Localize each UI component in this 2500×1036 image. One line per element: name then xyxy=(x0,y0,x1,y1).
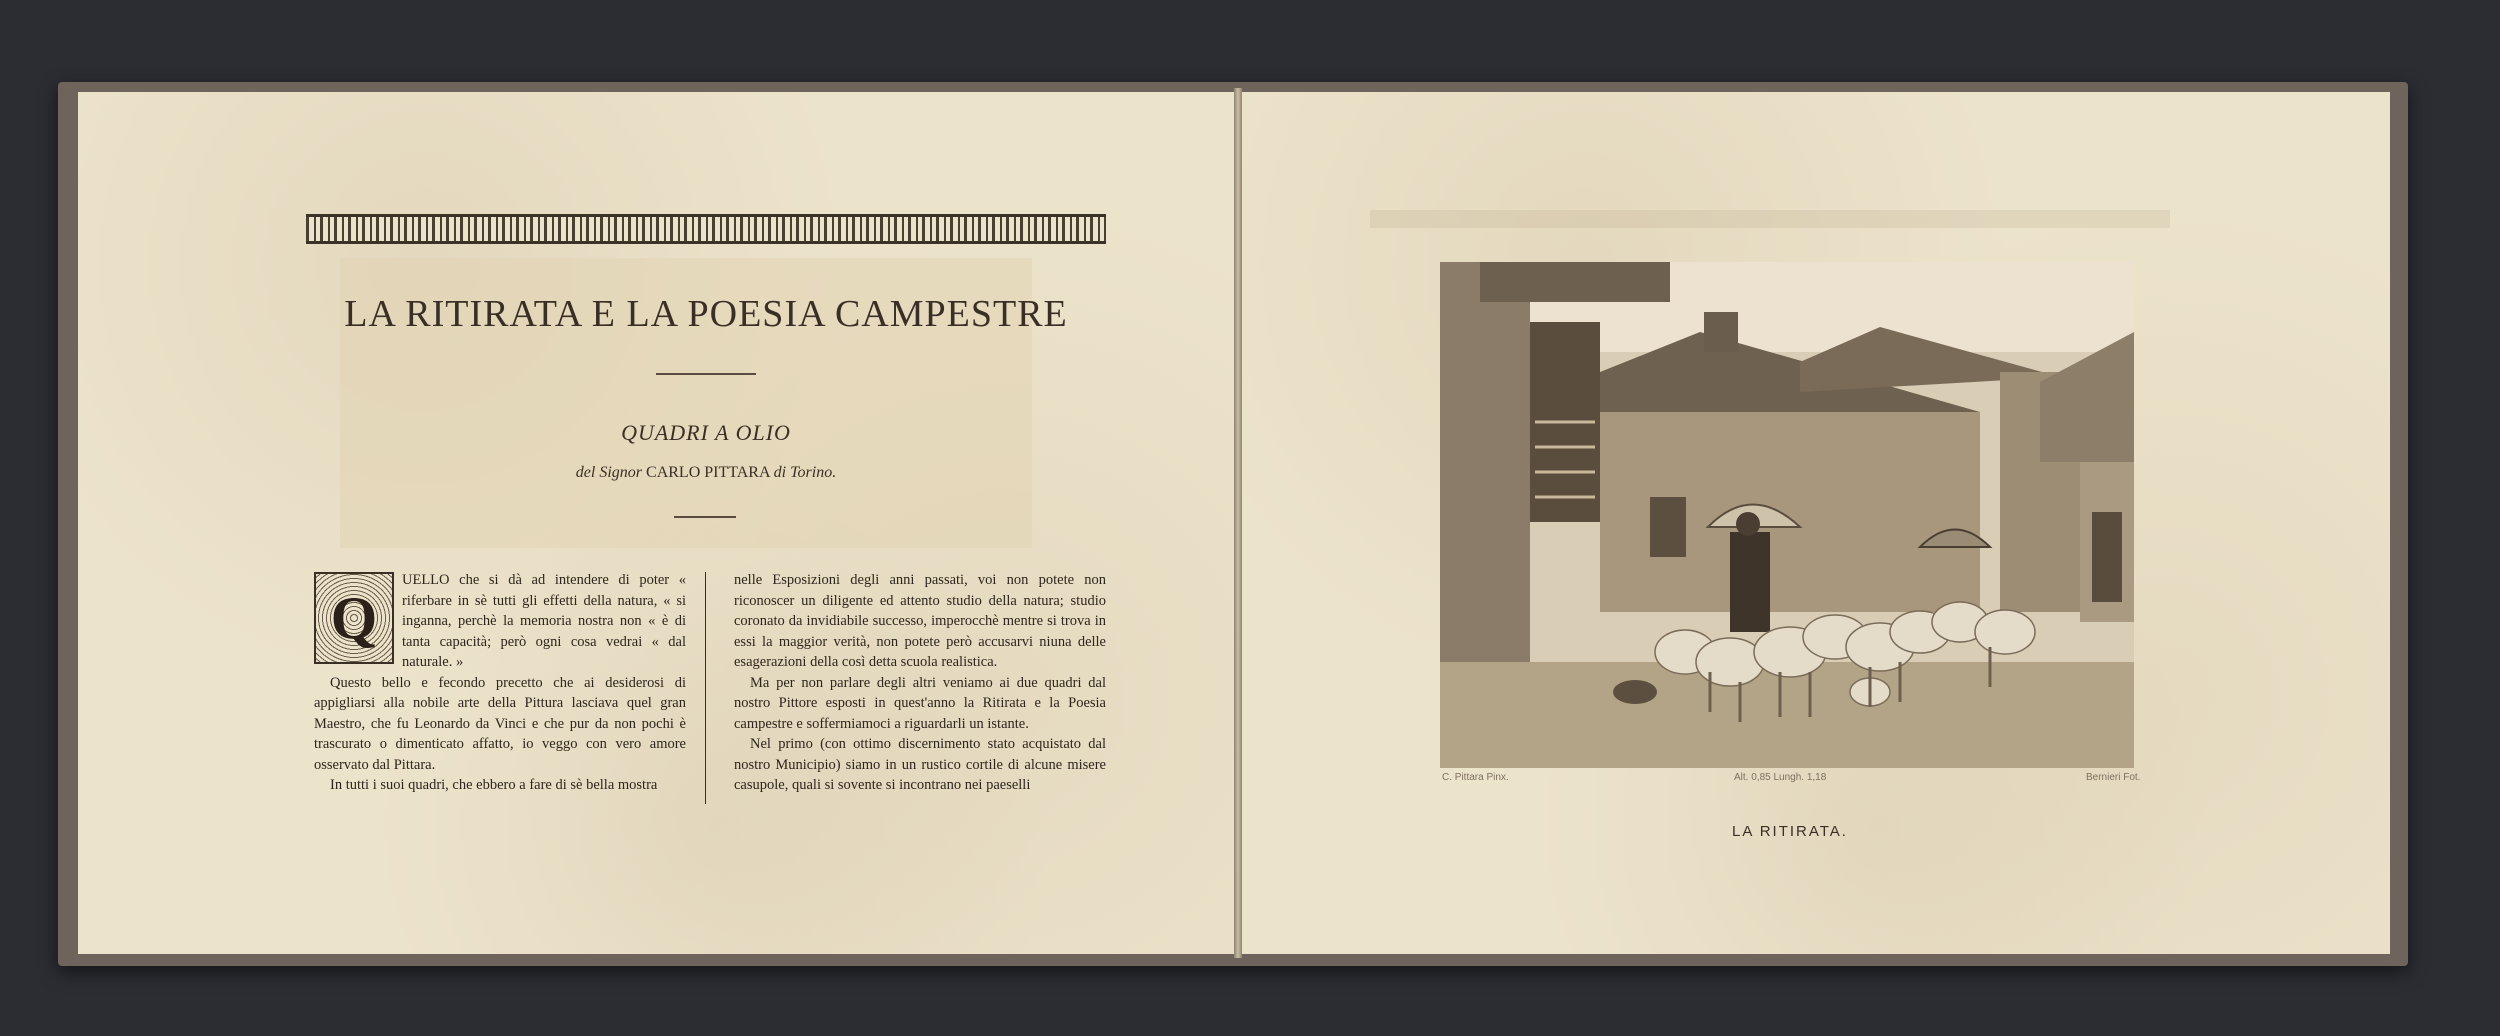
paragraph: In tutti i suoi quadri, che ebbero a fare di sè bella mostra xyxy=(330,777,658,793)
paragraph: Nel primo (con ottimo discernimento stato acquistato dal nostro Municipio) siamo in un rustico cortile di alcune misere casupole, quali si sovente si incontrano nei paeselli xyxy=(734,736,1106,793)
byline xyxy=(306,464,1106,482)
subtitle: QUADRI A OLIO xyxy=(621,420,791,445)
photo-scene xyxy=(1440,262,2134,768)
page-title: LA RITIRATA E LA POESIA CAMPESTRE xyxy=(344,293,1068,335)
paragraph: nelle Esposizioni degli anni passati, voi non potete non riconoscer un diligente ed attento studio della natura; studio coronato da invidiabile successo, imperocchè mentre si trova in essi la maggior verità, non potete però accusarvi niuna delle esagerazioni della così detta scuola realistica. xyxy=(734,572,1106,670)
painter-credit: C. Pittara Pinx. xyxy=(1442,772,1509,783)
show-through-text xyxy=(1370,210,2170,228)
byline-suffix: di Torino. xyxy=(773,464,837,481)
book-spine xyxy=(1234,88,1242,958)
text-column-right xyxy=(734,570,1106,796)
title-rule xyxy=(656,373,756,375)
paragraph: Questo bello e fecondo precetto che ai desiderosi di appigliarsi alla nobile arte della Pittura lasciava quel gran Maestro, che fu Leonardo da Vinci e che pur da non pochi è trascurato o dimenticato affatto, io veggo con vero amore osservato dal Pittara. xyxy=(314,674,686,773)
photographer-credit: Bernieri Fot. xyxy=(2086,772,2141,783)
byline-name: CARLO PITTARA xyxy=(646,464,770,481)
decorative-header-band xyxy=(306,214,1106,244)
dropcap-initial: Q xyxy=(314,572,394,664)
byline-rule xyxy=(674,516,736,518)
column-divider xyxy=(705,572,706,804)
dimensions-credit: Alt. 0,85 Lungh. 1,18 xyxy=(1734,772,1827,783)
paragraph: Ma per non parlare degli altri veniamo ai due quadri dal nostro Pittore esposti in quest'anno la Ritirata e la Poesia campestre e soffermiamoci a riguardarli un istante. xyxy=(734,674,1106,732)
plate-caption: LA RITIRATA. xyxy=(1732,823,1848,840)
mounted-photograph xyxy=(1440,262,2134,768)
text-column-left xyxy=(314,570,686,796)
paragraph: UELLO che si dà ad intendere di poter « riferbare in sè tutti gli effetti della natura, « si inganna, perchè la memoria nostra non « è di tanta capacità; però ogni cosa vedrai « dal naturale. » xyxy=(402,572,686,670)
byline-prefix: del Signor xyxy=(575,464,643,481)
